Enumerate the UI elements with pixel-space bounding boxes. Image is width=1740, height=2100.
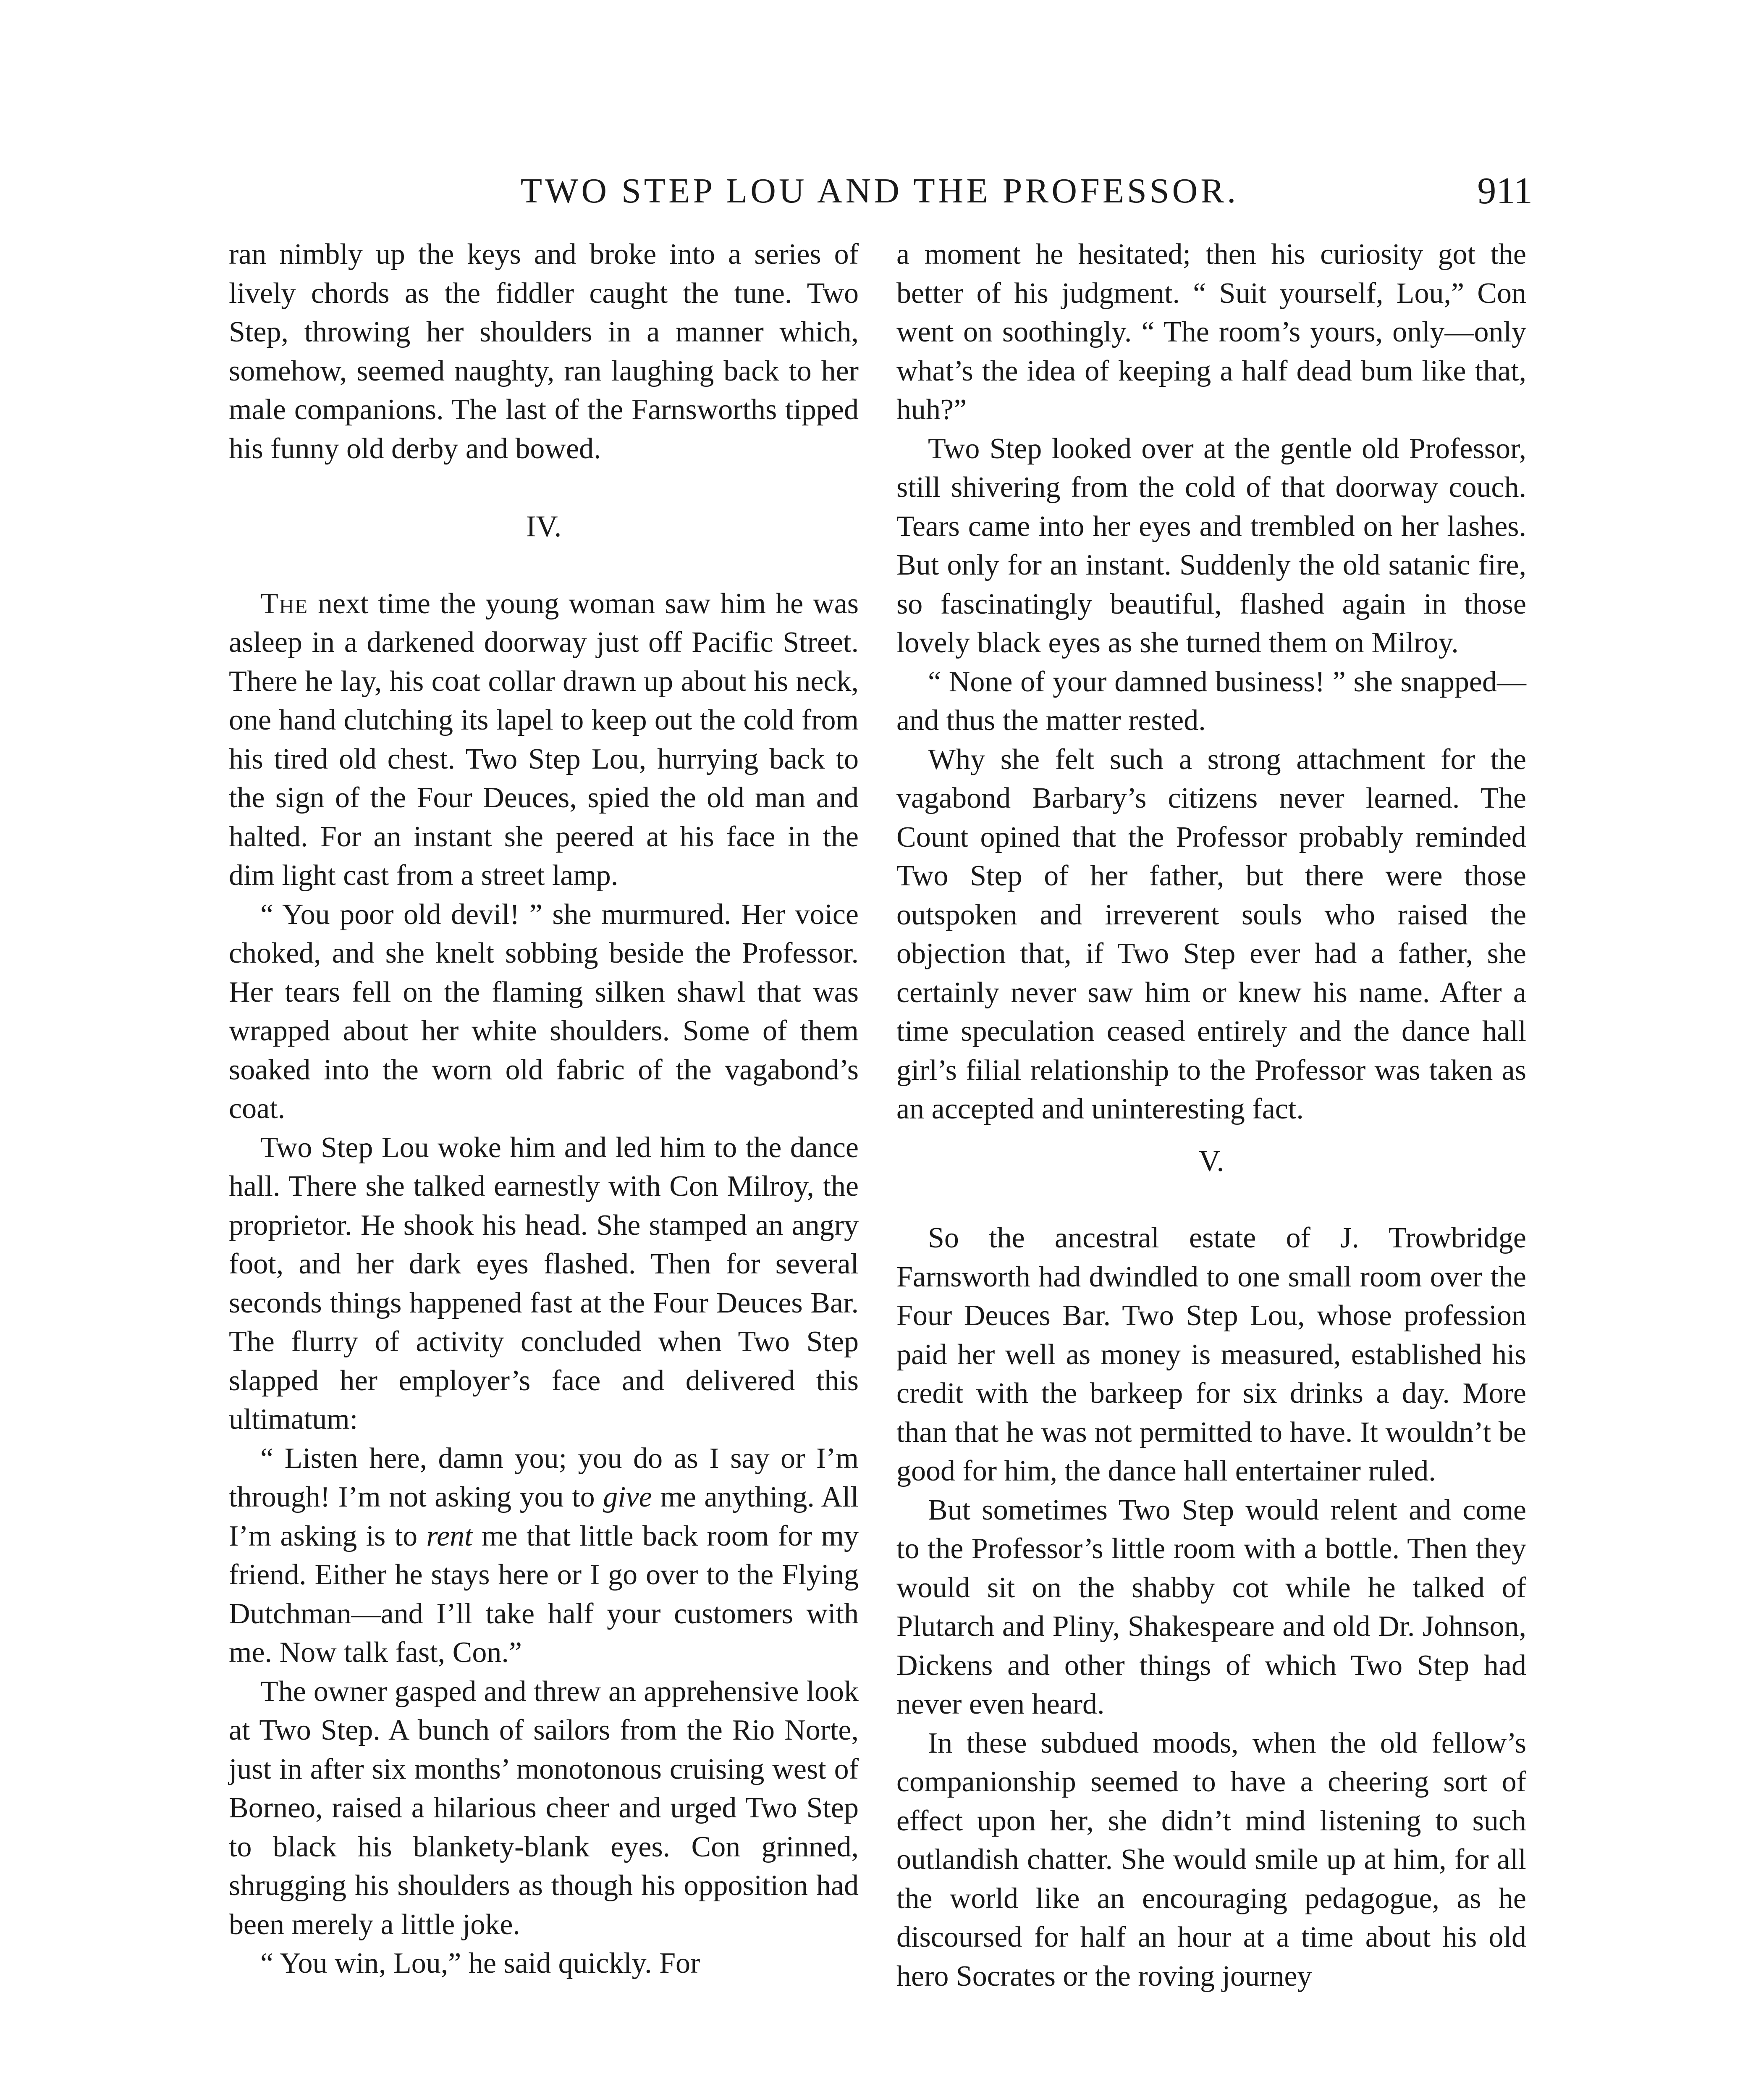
paragraph: ran nimbly up the keys and broke into a series of lively chords as the fiddler caught the tune. Two Step, throwing her shoulders in a manner which, somehow, seemed naughty, ran laughing back to her male companions. The last of the Farnsworths tipped his funny old derby and bowed. [229,238,859,465]
paragraph: In these subdued moods, when the old fellow’s companionship seemed to have a cheering sort of effect upon her, she didn’t mind listening to such outlandish chatter. She would smile up at him, for all the world like an encouraging pedagogue, as he discoursed for half an hour at a time about his old hero Socrates or the roving journey [896,1727,1526,1992]
paragraph: So the ancestral estate of J. Trowbridge Farnsworth had dwindled to one small room over the Four Deuces Bar. Two Step Lou, whose profession paid her well as money is measured, established his credit with the barkeep for six drinks a day. More than that he was not permitted to have. It wouldn’t be good for him, the dance hall entertainer ruled. [896,1222,1526,1487]
paragraph-text: me anything. All I’m asking is to [229,1481,859,1552]
paragraph-text: “ Listen here, damn you; you do as I say or I’m through! I’m not asking you to [229,1442,859,1513]
paragraph: “ You win, Lou,” he said quickly. For [260,1947,700,1979]
left-column [229,235,859,2100]
paragraph [229,1439,859,1672]
emphasis-text: rent [426,1520,473,1552]
paragraph: “ None of your damned business! ” she snapped—and thus the matter rested. [896,665,1526,737]
paragraph: “ You poor old devil! ” she murmured. Her voice choked, and she knelt sobbing beside the Professor. Her tears fell on the flaming silken shawl that was wrapped about her white shoulders. Some of them soaked into the worn old fabric of the vagabond’s coat. [229,898,859,1125]
paragraph-text: me that little back room for my friend. Either he stays here or I go over to the Flying Dutchman—and I’ll take half your customers with me. Now talk fast, Con.” [229,1520,859,1669]
paragraph: Two Step Lou woke him and led him to the dance hall. There she talked earnestly with Con Milroy, the proprietor. He shook his head. She stamped an angry foot, and her dark eyes flashed. Then for several seconds things happened fast at the Four Deuces Bar. The flurry of activity concluded when Two Step slapped her employer’s face and delivered this ultimatum: [229,1131,859,1436]
paragraph-text: next time the young woman saw him he was asleep in a darkened doorway just off Pacific Street. There he lay, his coat collar drawn up about his neck, one hand clutching its lapel to keep out the cold from his tired old chest. Two Step Lou, hurrying back to the sign of the Four Deuces, spied the old man and halted. For an instant she peered at his face in the dim light cast from a street lamp. [229,587,859,892]
section-heading-v: V. [1198,1144,1224,1178]
paragraph: But sometimes Two Step would relent and come to the Professor’s little room with a bottle. Then they would sit on the shabby cot while he talked of Plutarch and Pliny, Shakespeare and old Dr. Johnson, Dickens and other things of which Two Step had never even heard. [896,1494,1526,1720]
right-column [896,235,1526,2100]
running-title: TWO STEP LOU AND THE PROFESSOR. [520,171,1239,210]
section-heading-iv: IV. [526,509,562,543]
paragraph-lead-word: The [260,587,309,620]
emphasis-text: give [603,1481,652,1513]
paragraph: a moment he hesitated; then his curiosity got the better of his judgment. “ Suit yourself, Lou,” Con went on soothingly. “ The room’s yours, only—only what’s the idea of keeping a half dead bum like that, huh?” [896,238,1526,426]
paragraph [229,585,859,895]
paragraph: Two Step looked over at the gentle old Professor, still shivering from the cold of that doorway couch. Tears came into her eyes and trembled on her lashes. But only for an instant. Suddenly the old satanic fire, so fascinatingly beautiful, flashed again in those lovely black eyes as she turned them on Milroy. [896,432,1526,659]
page-number: 911 [1477,170,1533,212]
paragraph: The owner gasped and threw an apprehensive look at Two Step. A bunch of sailors from the Rio Norte, just in after six months’ monotonous cruising west of Borneo, raised a hilarious cheer and urged Two Step to black his blankety-blank eyes. Con grinned, shrugging his shoulders as though his opposition had been merely a little joke. [229,1675,859,1941]
running-header [227,160,1533,223]
paragraph: Why she felt such a strong attachment for the vagabond Barbary’s citizens never learned. The Count opined that the Professor probably reminded Two Step of her father, but there were those outspoken and irreverent souls who raised the objection that, if Two Step ever had a father, she certainly never saw him or knew his name. After a time speculation ceased entirely and the dance hall girl’s filial relationship to the Professor was taken as an accepted and uninteresting fact. [896,743,1526,1125]
